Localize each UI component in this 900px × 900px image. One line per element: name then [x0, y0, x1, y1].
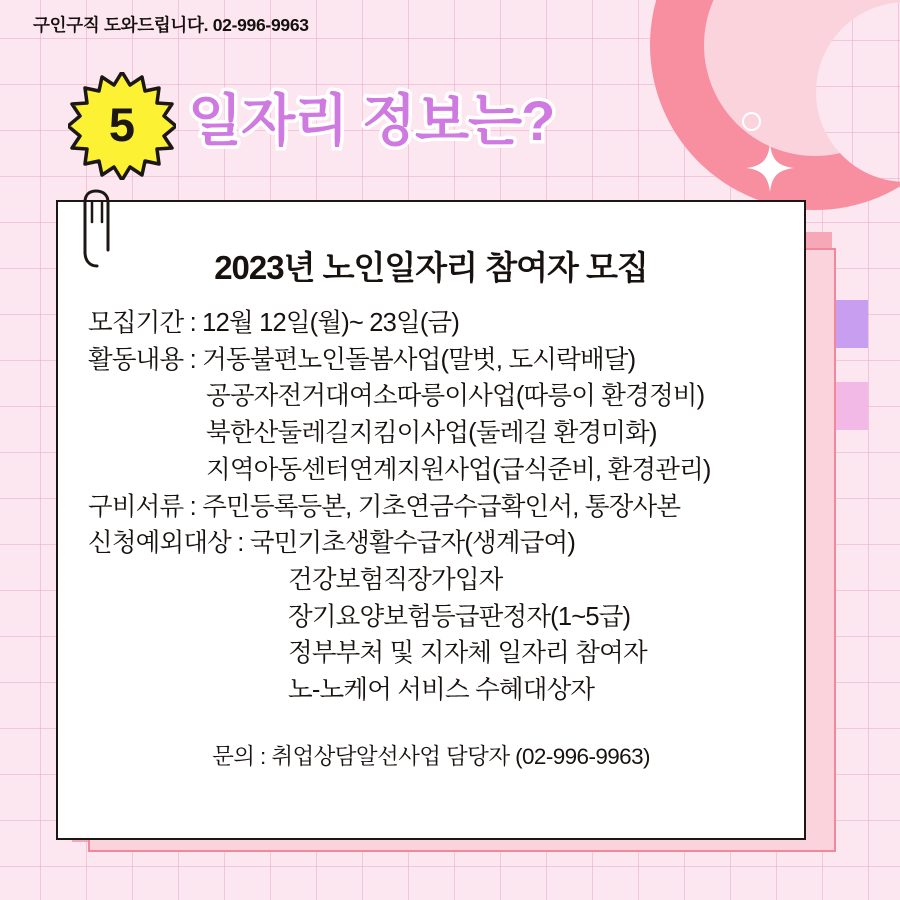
card-contact: 문의 : 취업상담알선사업 담당자 (02-996-9963) [212, 743, 650, 769]
sparkle-icon [742, 140, 798, 196]
card-body-line: 활동내용 : 거동불편노인돌봄사업(말벗, 도시락배달) [88, 345, 636, 374]
step-number-text: 5 [108, 98, 136, 151]
card-body-line: 지역아동센터연계지원사업(급식준비, 환경관리) [206, 455, 711, 484]
card-body [74, 305, 788, 709]
card-body-line: 구비서류 : 주민등록등본, 기초연금수급확인서, 통장사본 [88, 492, 681, 521]
card-title: 2023년 노인일자리 참여자 모집 [214, 249, 648, 286]
card-body-line: 노-노케어 서비스 수혜대상자 [288, 676, 595, 705]
step-number-badge [68, 72, 176, 180]
card-body-line: 공공자전거대여소따릉이사업(따릉이 환경정비) [206, 382, 705, 411]
card-body-line: 장기요양보험등급판정자(1~5급) [288, 602, 631, 631]
card-body-line: 북한산둘레길지킴이사업(둘레길 환경미화) [206, 419, 657, 448]
phone-header-text: 구인구직 도와드립니다. 02-996-9963 [33, 15, 309, 35]
paperclip-icon [80, 188, 114, 268]
card-body-line: 모집기간 : 12월 12일(월)~ 23일(금) [88, 309, 460, 337]
card-body-line: 신청예외대상 : 국민기초생활수급자(생계급여) [88, 529, 576, 558]
card-body-line: 정부부처 및 지자체 일자리 참여자 [288, 639, 647, 668]
headline-text: 일자리 정보는? [188, 89, 555, 152]
notice-card [56, 200, 806, 840]
headline-title [188, 82, 748, 162]
card-body-line: 건강보험직장가입자 [288, 566, 503, 595]
